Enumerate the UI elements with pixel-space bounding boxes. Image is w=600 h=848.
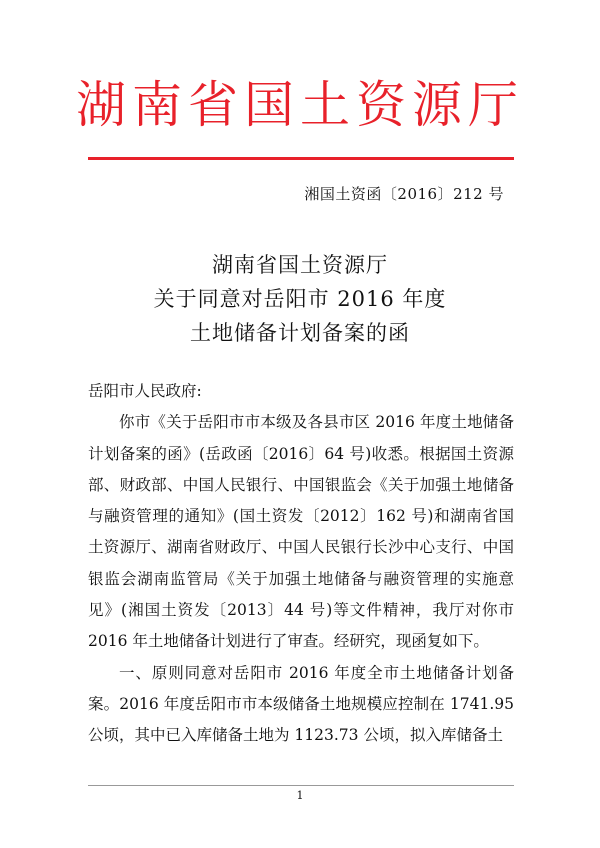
title-line-3: 土地储备计划备案的函 (190, 321, 410, 345)
organization-header: 湖南省国土资源厅 (76, 76, 524, 134)
paragraph-1: 你市《关于岳阳市市本级及各县市区 2016 年度土地储备计划备案的函》(岳政函〔2016〕64 号)收悉。根据国土资源部、财政部、中国人民银行、中国银监会《关于加强土地储备与融资管理的通知》(国土资发〔2012〕162 号)和湖南省国土资源厅、湖南省财政厅、中国人民银行长沙中心支行、中国银监会湖南监管局《关于加强土地储备与融资管理的实施意见》(湘国土资发〔2013〕44 号)等文件精神，我厅对你市 2016 年土地储备计划进行了审查。经研究，现函复如下。 (88, 413, 514, 651)
salutation: 岳阳市人民政府: (88, 382, 202, 400)
page-number: 1 (296, 789, 304, 802)
paragraph-2: 一、原则同意对岳阳市 2016 年度全市土地储备计划备案。2016 年度岳阳市市本级储备土地规模应控制在 1741.95 公顷，其中已入库储备土地为 1123.73 公顷，拟入库储备土 (88, 663, 514, 745)
document-body (88, 376, 514, 752)
document-title (0, 248, 600, 350)
document-number: 湘国土资函〔2016〕212 号 (304, 185, 504, 203)
title-line-1: 湖南省国土资源厅 (212, 253, 388, 277)
footer-divider (88, 785, 514, 786)
title-line-2: 关于同意对岳阳市 2016 年度 (153, 287, 447, 311)
red-divider (88, 157, 514, 160)
